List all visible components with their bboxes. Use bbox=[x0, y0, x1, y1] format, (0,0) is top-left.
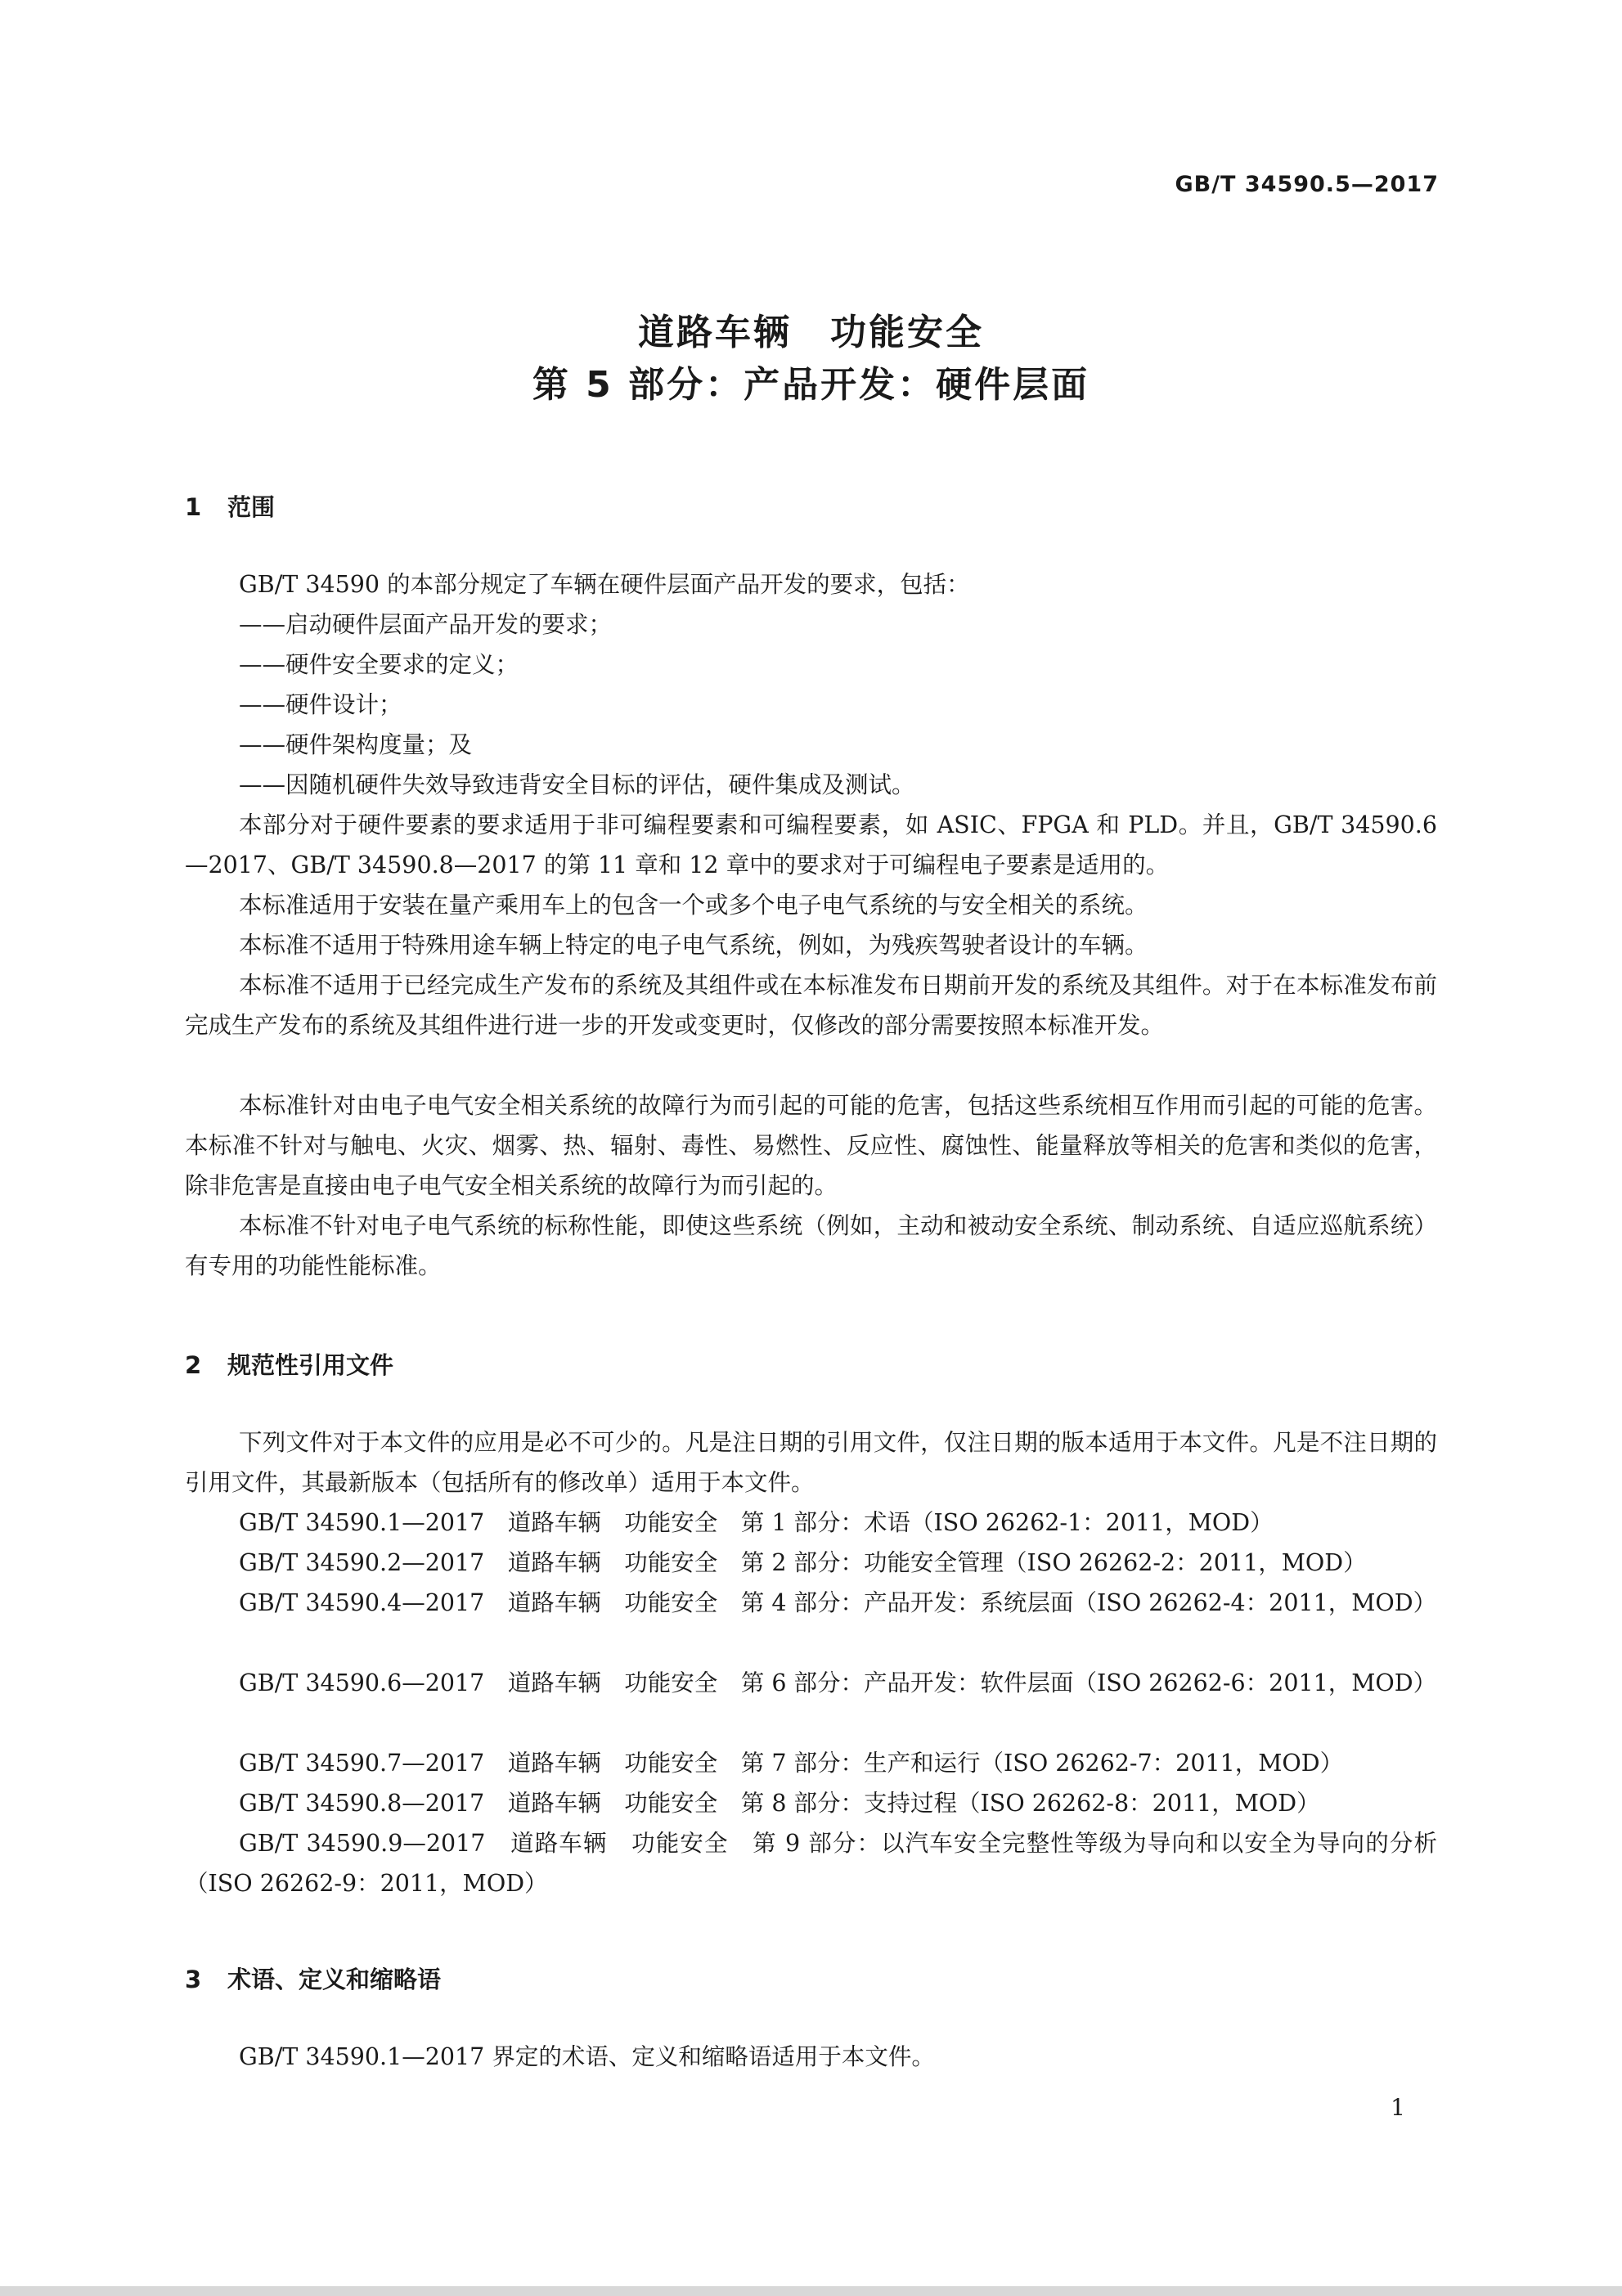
reference-title: 道路车辆 功能安全 第 9 部分：以汽车安全完整性等级为导向和以安全为导向的分析（ISO 26262-9：2011，MOD） bbox=[185, 1830, 1437, 1897]
reference-title: 道路车辆 功能安全 第 1 部分：术语（ISO 26262-1：2011，MOD） bbox=[507, 1509, 1274, 1536]
reference-code: GB/T 34590.1—2017 bbox=[239, 1509, 485, 1536]
page-bottom-edge bbox=[0, 2286, 1622, 2296]
section-3-heading bbox=[185, 1961, 441, 1995]
scope-item: ——因随机硬件失效导致违背安全目标的评估，硬件集成及测试。 bbox=[239, 771, 915, 798]
reference-item bbox=[185, 1503, 1437, 1543]
section-2-heading bbox=[185, 1347, 393, 1381]
scope-paragraph: 本部分对于硬件要素的要求适用于非可编程要素和可编程要素，如 ASIC、FPGA 和 PLD。并且，GB/T 34590.6—2017、GB/T 34590.8—2017 的第 11 章和 12 章中的要求对于可编程电子要素是适用的。 bbox=[185, 811, 1437, 878]
section-1-heading bbox=[185, 489, 275, 523]
reference-code: GB/T 34590.2—2017 bbox=[239, 1549, 485, 1576]
reference-item bbox=[185, 1823, 1437, 1903]
reference-title: 道路车辆 功能安全 第 8 部分：支持过程（ISO 26262-8：2011，MOD） bbox=[507, 1790, 1320, 1817]
reference-item bbox=[185, 1583, 1437, 1623]
reference-item bbox=[185, 1663, 1437, 1703]
scope-paragraph: 本标准不针对电子电气系统的标称性能，即使这些系统（例如，主动和被动安全系统、制动系统、自适应巡航系统）有专用的功能性能标准。 bbox=[185, 1212, 1437, 1279]
reference-code: GB/T 34590.7—2017 bbox=[239, 1750, 485, 1777]
reference-item bbox=[185, 1783, 1437, 1823]
section-number: 1 bbox=[185, 493, 202, 521]
scope-item: ——硬件架构度量；及 bbox=[239, 731, 473, 758]
reference-title: 道路车辆 功能安全 第 4 部分：产品开发：系统层面（ISO 26262-4：2011，MOD） bbox=[507, 1589, 1437, 1616]
standard-number: GB/T 34590.5—2017 bbox=[1175, 172, 1439, 197]
reference-code: GB/T 34590.8—2017 bbox=[239, 1790, 485, 1817]
terms-paragraph: GB/T 34590.1—2017 界定的术语、定义和缩略语适用于本文件。 bbox=[239, 2043, 935, 2070]
reference-code: GB/T 34590.9—2017 bbox=[239, 1830, 486, 1857]
scope-item: ——硬件安全要求的定义； bbox=[239, 651, 519, 678]
references-intro: 下列文件对于本文件的应用是必不可少的。凡是注日期的引用文件，仅注日期的版本适用于本文件。凡是不注日期的引用文件，其最新版本（包括所有的修改单）适用于本文件。 bbox=[185, 1429, 1437, 1496]
scope-intro: GB/T 34590 的本部分规定了车辆在硬件层面产品开发的要求，包括： bbox=[239, 571, 970, 598]
reference-item bbox=[185, 1543, 1437, 1583]
title-line-2: 第 5 部分：产品开发：硬件层面 bbox=[532, 364, 1090, 406]
scope-paragraph: 本标准不适用于已经完成生产发布的系统及其组件或在本标准发布日期前开发的系统及其组件。对于在本标准发布前完成生产发布的系统及其组件进行进一步的开发或变更时，仅修改的部分需要按照本标准开发。 bbox=[185, 972, 1437, 1039]
section-number: 2 bbox=[185, 1351, 202, 1379]
reference-title: 道路车辆 功能安全 第 7 部分：生产和运行（ISO 26262-7：2011，MOD） bbox=[507, 1750, 1344, 1777]
section-title: 规范性引用文件 bbox=[227, 1351, 394, 1379]
reference-title: 道路车辆 功能安全 第 2 部分：功能安全管理（ISO 26262-2：2011，MOD） bbox=[507, 1549, 1367, 1576]
reference-code: GB/T 34590.6—2017 bbox=[239, 1669, 485, 1696]
scope-item: ——硬件设计； bbox=[239, 691, 402, 718]
section-number: 3 bbox=[185, 1966, 202, 1993]
scope-paragraph: 本标准不适用于特殊用途车辆上特定的电子电气系统，例如，为残疾驾驶者设计的车辆。 bbox=[239, 932, 1148, 959]
document-title bbox=[0, 307, 1622, 411]
section-title: 范围 bbox=[227, 493, 276, 521]
scope-paragraph: 本标准适用于安装在量产乘用车上的包含一个或多个电子电气系统的与安全相关的系统。 bbox=[239, 892, 1148, 919]
reference-title: 道路车辆 功能安全 第 6 部分：产品开发：软件层面（ISO 26262-6：2011，MOD） bbox=[507, 1669, 1437, 1696]
scope-item: ——启动硬件层面产品开发的要求； bbox=[239, 611, 613, 638]
reference-item bbox=[185, 1743, 1437, 1783]
title-line-1: 道路车辆 功能安全 bbox=[638, 312, 984, 353]
reference-code: GB/T 34590.4—2017 bbox=[239, 1589, 485, 1616]
scope-paragraph: 本标准针对由电子电气安全相关系统的故障行为而引起的可能的危害，包括这些系统相互作用而引起的可能的危害。本标准不针对与触电、火灾、烟雾、热、辐射、毒性、易燃性、反应性、腐蚀性、能量释放等相关的危害和类似的危害，除非危害是直接由电子电气安全相关系统的故障行为而引起的。 bbox=[185, 1092, 1437, 1199]
page-number: 1 bbox=[1391, 2094, 1405, 2121]
section-title: 术语、定义和缩略语 bbox=[227, 1966, 442, 1993]
